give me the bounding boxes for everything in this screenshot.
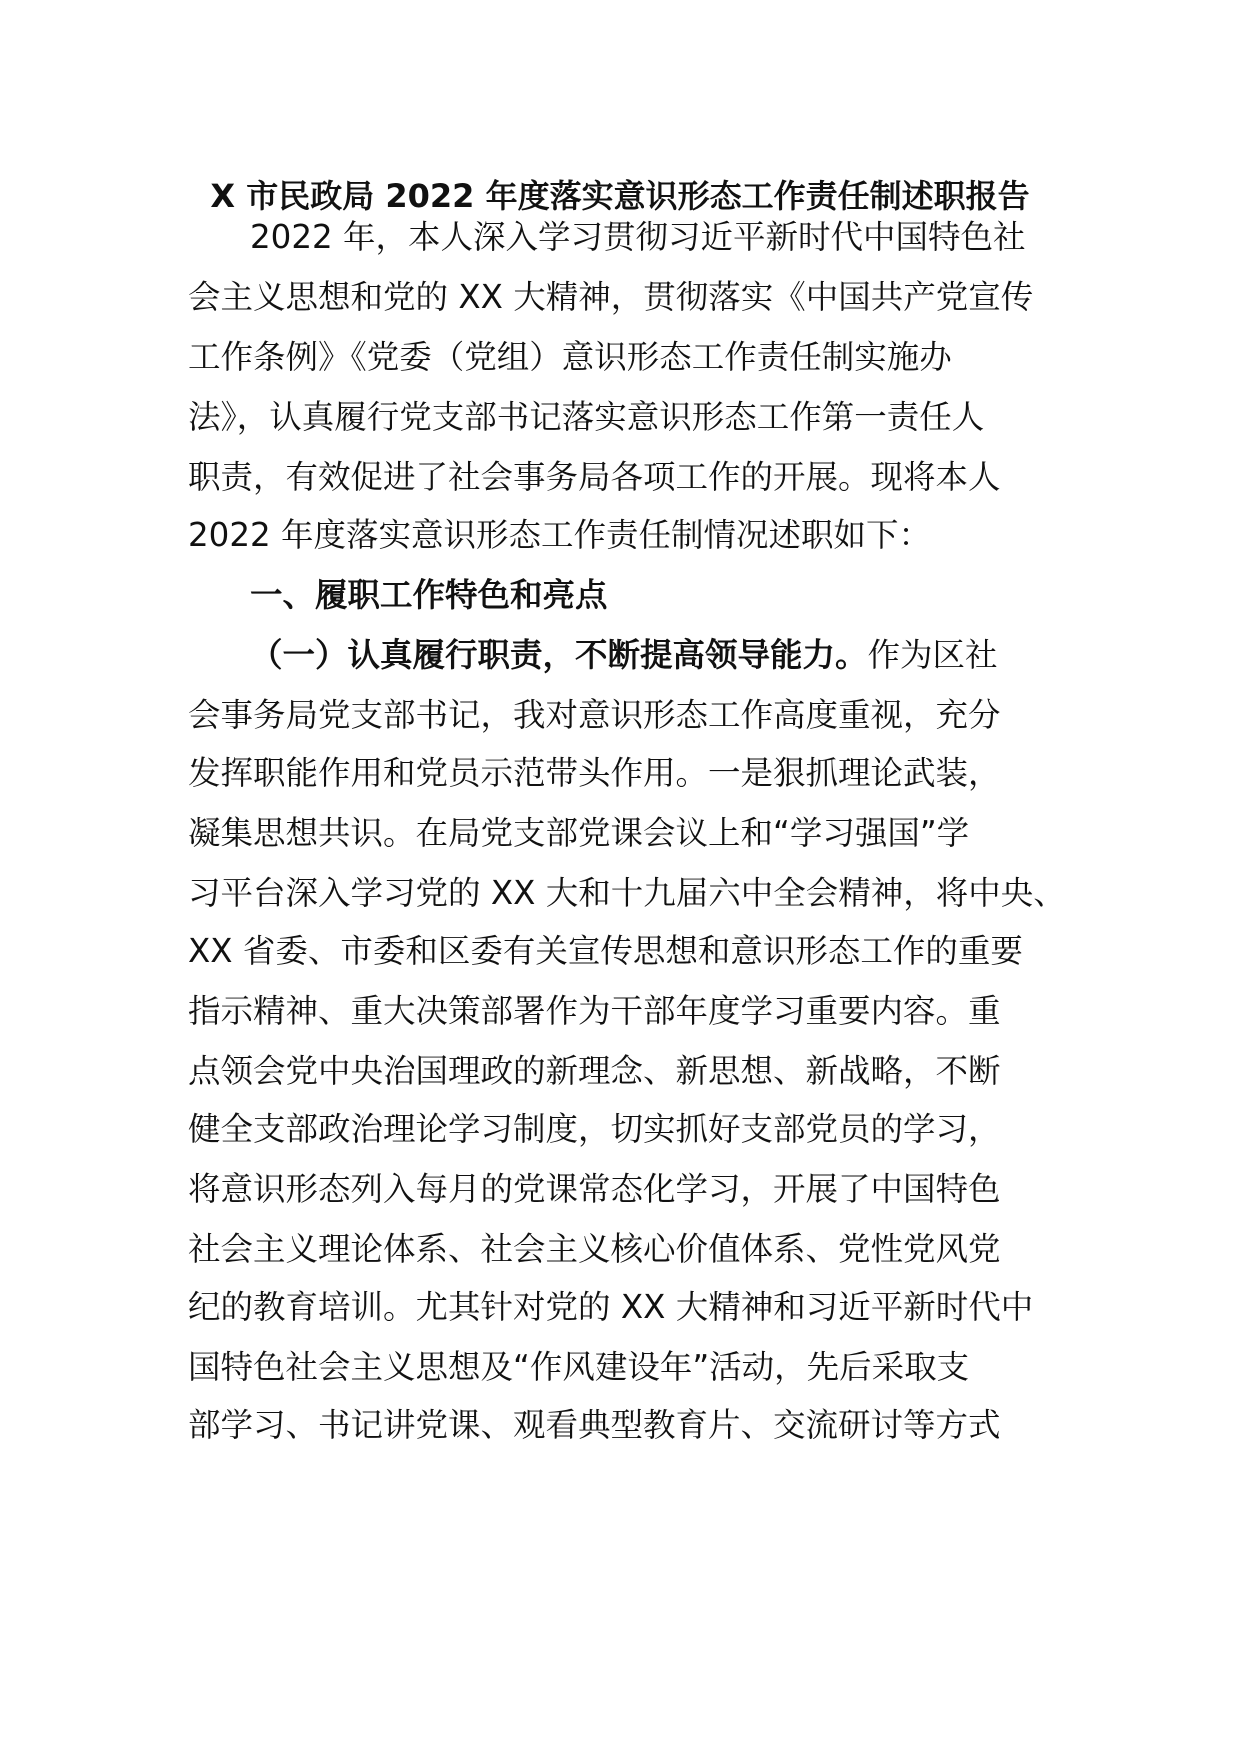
paragraph-line: 2022 年度落实意识形态工作责任制情况述职如下： <box>188 516 932 554</box>
subsection-heading: （一）认真履行职责，不断提高领导能力。 <box>250 636 868 674</box>
paragraph-line: 职责，有效促进了社会事务局各项工作的开展。现将本人 <box>188 458 1001 496</box>
subsection-line <box>250 630 998 680</box>
paragraph-line: 工作条例》《党委（党组）意识形态工作责任制实施办 <box>188 338 952 376</box>
body-line: XX 省委、市委和区委有关宣传思想和意识形态工作的重要 <box>188 932 1023 970</box>
body-line: 凝集思想共识。在局党支部党课会议上和“学习强国”学 <box>188 814 970 852</box>
body-line: 部学习、书记讲党课、观看典型教育片、交流研讨等方式 <box>188 1406 1001 1444</box>
paragraph-line: 2022 年，本人深入学习贯彻习近平新时代中国特色社 <box>250 218 1026 256</box>
body-line: 会事务局党支部书记，我对意识形态工作高度重视，充分 <box>188 696 1001 734</box>
body-line: 发挥职能作用和党员示范带头作用。一是狠抓理论武装， <box>188 754 1001 792</box>
body-line: 习平台深入学习党的 XX 大和十九届六中全会精神，将中央、 <box>188 874 1066 912</box>
body-line: 纪的教育培训。尤其针对党的 XX 大精神和习近平新时代中 <box>188 1288 1034 1326</box>
body-line: 将意识形态列入每月的党课常态化学习，开展了中国特色 <box>188 1170 1001 1208</box>
body-line: 点领会党中央治国理政的新理念、新思想、新战略，不断 <box>188 1052 1001 1090</box>
paragraph-line: 会主义思想和党的 XX 大精神，贯彻落实《中国共产党宣传 <box>188 278 1034 316</box>
paragraph-line: 法》，认真履行党支部书记落实意识形态工作第一责任人 <box>188 398 985 436</box>
body-line: 国特色社会主义思想及“作风建设年”活动，先后采取支 <box>188 1348 970 1386</box>
body-line: 指示精神、重大决策部署作为干部年度学习重要内容。重 <box>188 992 1001 1030</box>
subsection-text: 作为区社 <box>867 636 998 674</box>
section-heading: 一、履职工作特色和亮点 <box>250 576 608 614</box>
document-title: X 市民政局 2022 年度落实意识形态工作责任制述职报告 <box>210 177 1030 215</box>
body-line: 健全支部政治理论学习制度，切实抓好支部党员的学习， <box>188 1110 1001 1148</box>
body-line: 社会主义理论体系、社会主义核心价值体系、党性党风党 <box>188 1230 1001 1268</box>
